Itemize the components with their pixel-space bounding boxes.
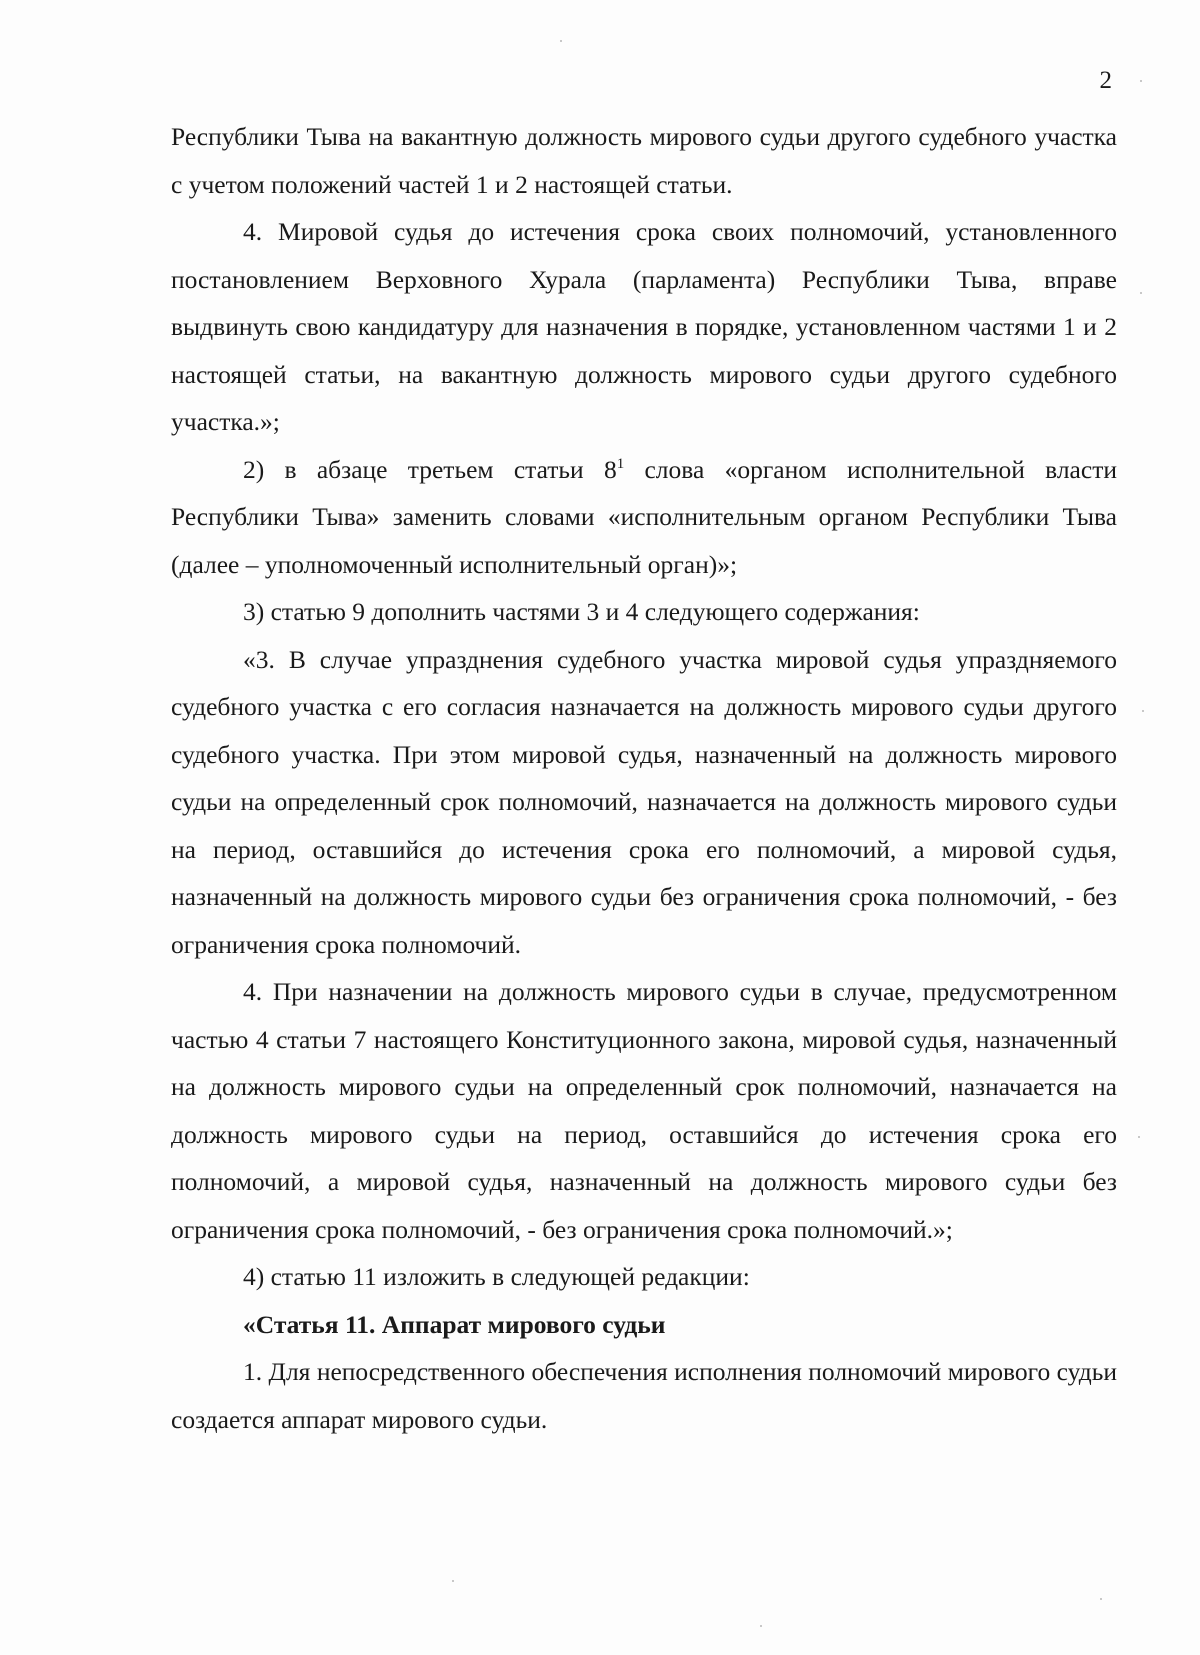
scan-speck bbox=[1142, 710, 1144, 712]
scan-speck bbox=[560, 40, 562, 42]
scan-speck bbox=[760, 1625, 762, 1627]
scan-speck bbox=[452, 1580, 454, 1582]
paragraph-item-2 bbox=[171, 446, 1117, 589]
paragraph-part-3-new: «3. В случае упразднения судебного участка мировой судья упраздняемого судебного участка с его согласия назначается на должность мирового судьи другого судебного участка. При этом мировой судья, назначенный на должность мирового судьи на определенный срок полномочий, назначается на должность мирового судьи на период, оставшийся до истечения срока его полномочий, а мировой судья, назначенный на должность мирового судьи без ограничения срока полномочий, - без ограничения срока полномочий. bbox=[171, 644, 1117, 959]
document-body bbox=[171, 113, 1117, 1443]
paragraph-item-2-superscript: 1 bbox=[616, 455, 625, 472]
paragraph-item-3: 3) статью 9 дополнить частями 3 и 4 следующего содержания: bbox=[243, 597, 920, 626]
paragraph-part-4-new: 4. При назначении на должность мирового судьи в случае, предусмотренном частью 4 статьи 7 настоящего Конституционного закона, мировой судья, назначенный на должность мирового судьи на определенный срок полномочий, назначается на должность мирового судьи на период, оставшийся до истечения срока его полномочий, а мировой судья, назначенный на должность мирового судьи без ограничения срока полномочий, - без ограничения срока полномочий.»; bbox=[171, 977, 1117, 1244]
paragraph-item-4: 4) статью 11 изложить в следующей редакции: bbox=[243, 1262, 750, 1291]
article-11-heading: «Статья 11. Аппарат мирового судьи bbox=[243, 1309, 666, 1339]
scan-speck bbox=[1140, 292, 1142, 294]
scan-speck bbox=[1140, 80, 1142, 82]
paragraph-item-2-before: 2) в абзаце третьем статьи 8 bbox=[243, 454, 617, 484]
paragraph-continuation: Республики Тыва на вакантную должность мирового судьи другого судебного участка с учетом положений частей 1 и 2 настоящей статьи. bbox=[171, 122, 1117, 199]
paragraph-article-11-part-1: 1. Для непосредственного обеспечения исполнения полномочий мирового судьи создается аппарат мирового судьи. bbox=[171, 1357, 1117, 1434]
scan-speck bbox=[1138, 1136, 1140, 1138]
paragraph-part-4: 4. Мировой судья до истечения срока своих полномочий, установленного постановлением Верховного Хурала (парламента) Республики Тыва, вправе выдвинуть свою кандидатуру для назначения в порядке, установленном частями 1 и 2 настоящей статьи, на вакантную должность мирового судьи другого судебного участка.»; bbox=[171, 217, 1117, 436]
paragraph-item-2-after: слова «органом исполнительной власти Республики Тыва» заменить словами «исполнительным органом Республики Тыва (далее – уполномоченный исполнительный орган)»; bbox=[171, 454, 1117, 579]
scan-speck bbox=[1100, 1598, 1102, 1600]
page-number: 2 bbox=[1099, 67, 1112, 94]
